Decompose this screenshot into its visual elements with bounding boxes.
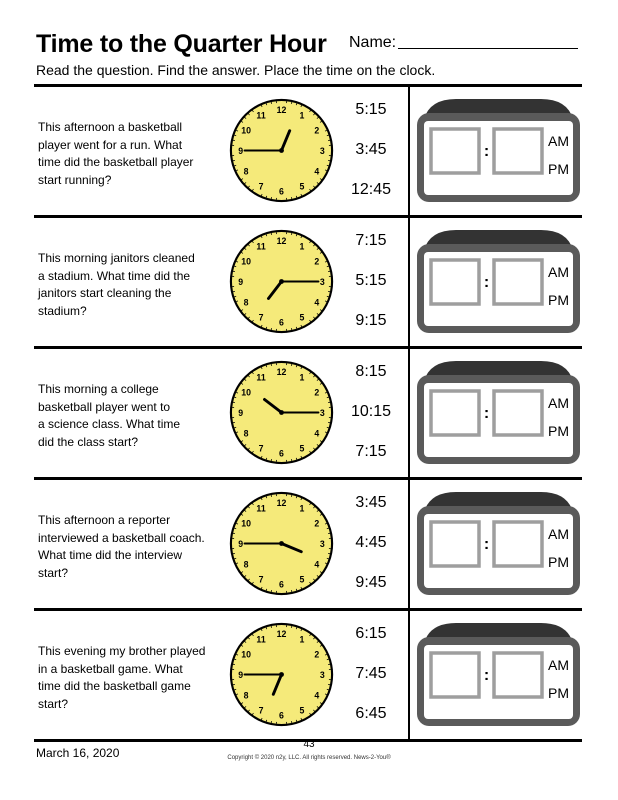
clock-number: 10 <box>241 256 251 267</box>
pm-label[interactable]: PM <box>548 423 569 439</box>
clock-number: 7 <box>258 312 264 323</box>
clock-number: 5 <box>299 443 305 454</box>
clock-number: 8 <box>243 297 249 308</box>
clock-number: 12 <box>276 105 287 116</box>
answer-choice[interactable]: 7:45 <box>355 665 387 682</box>
clock-center <box>279 410 284 415</box>
clock-number: 11 <box>256 241 266 252</box>
copyright-notice: Copyright © 2020 n2y, LLC. All rights reserved. News-2-You® <box>227 755 391 761</box>
worksheet-title: Time to the Quarter Hour <box>36 30 327 58</box>
clock-number: 12 <box>276 236 287 247</box>
name-field-line[interactable] <box>398 48 578 49</box>
clock-number: 10 <box>241 125 251 136</box>
clock-number: 12 <box>276 367 287 378</box>
pm-label[interactable]: PM <box>548 685 569 701</box>
clock-number: 8 <box>243 690 249 701</box>
clock-number: 3 <box>319 145 325 156</box>
digital-clock <box>416 97 581 203</box>
question-text: This morning janitors cleaned a stadium. What time did the janitors start cleaning the stadium? <box>38 251 195 318</box>
clock-number: 3 <box>319 276 325 287</box>
clock-number: 10 <box>241 387 251 398</box>
colon-separator: : <box>483 405 490 422</box>
clock-number: 6 <box>279 448 284 459</box>
answer-choice[interactable]: 8:15 <box>355 363 387 380</box>
clock-number: 9 <box>238 276 244 287</box>
clock-number: 3 <box>319 407 325 418</box>
answer-choice[interactable]: 5:15 <box>355 101 387 118</box>
clock-number: 2 <box>314 649 320 660</box>
clock-number: 5 <box>299 181 305 192</box>
clock-number: 11 <box>256 634 266 645</box>
question-row <box>0 479 618 610</box>
clock-number: 2 <box>314 125 320 136</box>
clock-number: 2 <box>314 387 320 398</box>
answer-choice[interactable]: 12:45 <box>350 181 392 198</box>
clock-number: 2 <box>314 256 320 267</box>
clock-number: 3 <box>319 669 325 680</box>
clock-center <box>279 541 284 546</box>
clock-number: 4 <box>314 690 320 701</box>
question-text: This afternoon a reporter interviewed a basketball coach. What time did the interview start? <box>38 513 205 580</box>
digital-clock <box>416 228 581 334</box>
am-label[interactable]: AM <box>548 395 569 411</box>
clock-number: 10 <box>241 649 251 660</box>
clock-number: 9 <box>238 407 244 418</box>
analog-clock <box>228 228 335 335</box>
clock-number: 6 <box>279 710 284 721</box>
clock-number: 7 <box>258 181 264 192</box>
clock-number: 10 <box>241 518 251 529</box>
clock-number: 4 <box>314 559 320 570</box>
instructions: Read the question. Find the answer. Place the time on the clock. <box>36 62 436 78</box>
clock-number: 6 <box>279 186 284 197</box>
clock-number: 1 <box>299 372 305 383</box>
question-text: This afternoon a basketball player went for a run. What time did the basketball player start running? <box>38 120 194 187</box>
analog-clock <box>228 621 335 728</box>
answer-choice[interactable]: 4:45 <box>355 534 387 551</box>
clock-number: 8 <box>243 166 249 177</box>
clock-number: 5 <box>299 574 305 585</box>
answer-choice[interactable]: 3:45 <box>355 141 387 158</box>
question-row <box>0 348 618 479</box>
clock-number: 5 <box>299 705 305 716</box>
am-label[interactable]: AM <box>548 264 569 280</box>
digital-clock <box>416 621 581 727</box>
answer-choice[interactable]: 6:45 <box>355 705 387 722</box>
clock-number: 7 <box>258 705 264 716</box>
clock-number: 11 <box>256 110 266 121</box>
clock-number: 4 <box>314 297 320 308</box>
clock-number: 9 <box>238 538 244 549</box>
clock-number: 9 <box>238 145 244 156</box>
clock-center <box>279 148 284 153</box>
clock-number: 11 <box>256 503 266 514</box>
clock-number: 6 <box>279 317 284 328</box>
clock-number: 8 <box>243 559 249 570</box>
answer-choice[interactable]: 10:15 <box>350 403 392 420</box>
clock-center <box>279 672 284 677</box>
clock-number: 7 <box>258 443 264 454</box>
clock-number: 1 <box>299 241 305 252</box>
name-label: Name: <box>349 34 397 51</box>
clock-number: 3 <box>319 538 325 549</box>
question-row <box>0 86 618 217</box>
answer-choice[interactable]: 7:15 <box>355 232 387 249</box>
clock-number: 2 <box>314 518 320 529</box>
colon-separator: : <box>483 274 490 291</box>
answer-choice[interactable]: 9:15 <box>355 312 387 329</box>
clock-number: 11 <box>256 372 266 383</box>
clock-number: 8 <box>243 428 249 439</box>
clock-number: 12 <box>276 498 287 509</box>
analog-clock <box>228 359 335 466</box>
answer-choice[interactable]: 7:15 <box>355 443 387 460</box>
clock-number: 1 <box>299 503 305 514</box>
question-text: This evening my brother played in a basketball game. What time did the basketball game start? <box>38 644 206 711</box>
pm-label[interactable]: PM <box>548 161 569 177</box>
digital-clock <box>416 490 581 596</box>
answer-choice[interactable]: 6:15 <box>355 625 387 642</box>
question-row <box>0 217 618 348</box>
colon-separator: : <box>483 667 490 684</box>
colon-separator: : <box>483 143 490 160</box>
footer-date: March 16, 2020 <box>36 746 120 760</box>
answer-choice[interactable]: 5:15 <box>355 272 387 289</box>
clock-center <box>279 279 284 284</box>
page-number: 43 <box>303 739 315 750</box>
analog-clock <box>228 97 335 204</box>
digital-clock <box>416 359 581 465</box>
pm-label[interactable]: PM <box>548 554 569 570</box>
answer-choice[interactable]: 3:45 <box>355 494 387 511</box>
am-label[interactable]: AM <box>548 133 569 149</box>
clock-number: 4 <box>314 166 320 177</box>
clock-number: 5 <box>299 312 305 323</box>
clock-number: 6 <box>279 579 284 590</box>
answer-choice[interactable]: 9:45 <box>355 574 387 591</box>
clock-number: 1 <box>299 634 305 645</box>
clock-number: 1 <box>299 110 305 121</box>
colon-separator: : <box>483 536 490 553</box>
pm-label[interactable]: PM <box>548 292 569 308</box>
clock-number: 9 <box>238 669 244 680</box>
clock-number: 4 <box>314 428 320 439</box>
clock-number: 12 <box>276 629 287 640</box>
am-label[interactable]: AM <box>548 526 569 542</box>
am-label[interactable]: AM <box>548 657 569 673</box>
clock-number: 7 <box>258 574 264 585</box>
question-row <box>0 610 618 741</box>
question-text: This morning a college basketball player went to a science class. What time did the class start? <box>38 382 181 449</box>
analog-clock <box>228 490 335 597</box>
